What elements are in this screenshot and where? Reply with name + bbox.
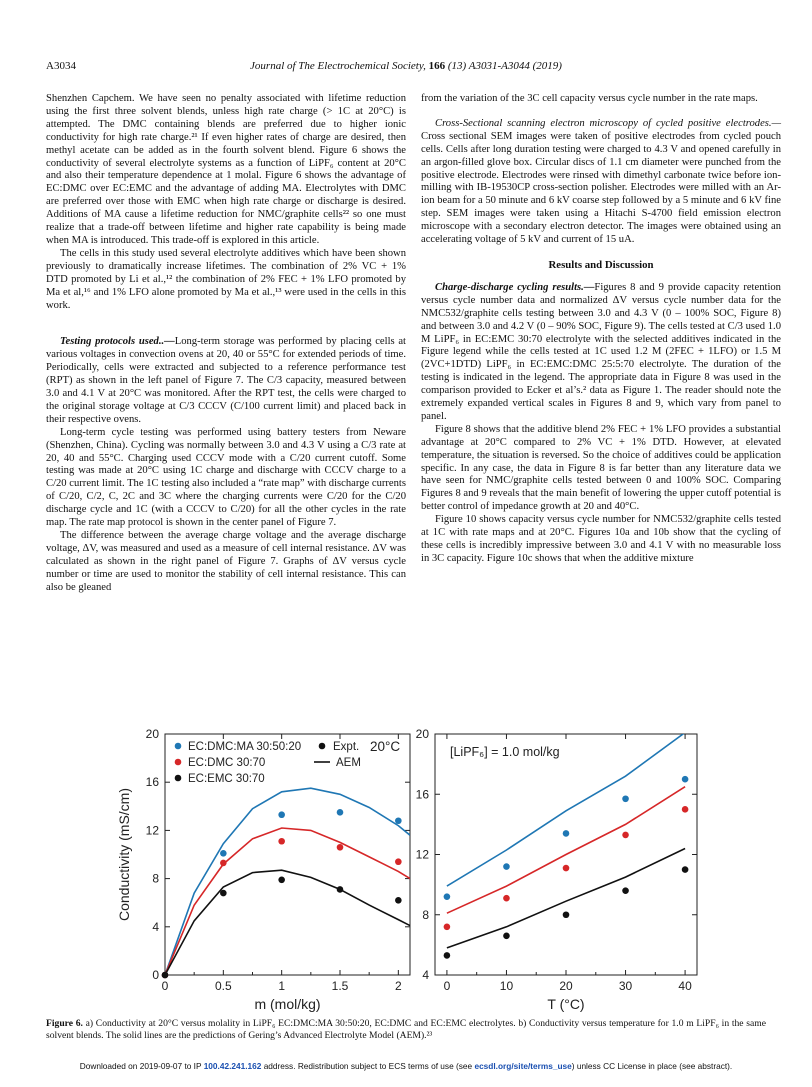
legend-marker	[175, 743, 182, 750]
panel-b-conductivity-vs-temperature	[416, 727, 697, 1012]
x-tick-label: 2	[394, 979, 402, 993]
footer-text: address. Redistribution subject to ECS terms of use (see	[263, 1061, 473, 1071]
y-tick-label: 16	[415, 787, 429, 802]
legend-label: EC:DMC:MA 30:50:20	[188, 741, 302, 753]
paragraph: Figure 10 shows capacity versus cycle number for NMC532/graphite cells tested at 1C with rate maps and at 20°C. Figures 10a and 10b show that the cycling of these cells is incredibly impressive between 3.0 and 4.1 V with no measurable loss in 3C capacity. Figure 10c shows that when the additive mixture	[421, 514, 781, 564]
footer-text: ) unless CC License in place (see abstract).	[571, 1061, 733, 1071]
legend-aem-label: AEM	[336, 757, 361, 769]
data-point	[337, 886, 344, 893]
data-point	[682, 776, 689, 783]
concentration-label: [LiPF₆] = 1.0 mol/kg	[450, 745, 560, 759]
paragraph	[421, 118, 781, 247]
data-point	[622, 795, 629, 802]
data-point	[278, 811, 285, 818]
legend-marker	[175, 759, 182, 766]
figure-caption	[46, 1018, 766, 1041]
data-point	[682, 806, 689, 813]
paragraph: from the variation of the 3C cell capacity versus cycle number in the rate maps.	[421, 93, 758, 104]
data-point	[395, 817, 402, 824]
data-point	[444, 952, 451, 959]
data-point	[337, 844, 344, 851]
aem-model-line	[447, 787, 685, 914]
run-in-heading: Charge-discharge cycling results.—	[435, 281, 595, 293]
footer-text: Downloaded on 2019-09-07 to IP	[79, 1061, 202, 1071]
data-point	[563, 911, 570, 918]
y-tick-label: 12	[415, 847, 429, 862]
x-tick-label: 10	[499, 979, 514, 993]
y-tick-label: 4	[152, 919, 159, 934]
journal-name: Journal of The Electrochemical Society	[250, 60, 424, 72]
x-tick-label: 0	[443, 979, 451, 993]
data-point	[622, 887, 629, 894]
y-tick-label: 20	[145, 727, 159, 741]
data-point	[444, 893, 451, 900]
caption-text: a) Conductivity at 20°C versus molality in LiPF₆ EC:DMC:MA 30:50:20, EC:DMC and EC:EMC electrolytes. b) Conductivity versus temperature for 1.0 m LiPF₆ in the same solvent blends. The solid lines are the predictions of Gering’s Advanced Electrolyte Model (AEM).²³	[46, 1018, 766, 1041]
data-point	[337, 809, 344, 816]
footer-ip[interactable]: 100.42.241.162	[203, 1061, 262, 1071]
paragraph: The difference between the average charge voltage and the average discharge voltage, ΔV, was measured and used as a measure of cell internal resistance. ΔV was calculated as shown in the right panel of Figure 7. Graphs of ΔV versus cycle number or time are used to monitor the stability of cell internal resistance. This can also be gleaned	[46, 530, 406, 593]
data-point	[622, 832, 629, 839]
aem-model-line	[165, 870, 410, 975]
temperature-label: 20°C	[370, 739, 401, 754]
data-point	[220, 890, 227, 897]
journal-volume: 166	[428, 60, 446, 72]
aem-model-line	[165, 788, 410, 975]
data-point	[220, 860, 227, 867]
data-point	[162, 972, 169, 979]
x-tick-label: 30	[618, 979, 633, 993]
legend-label: EC:EMC 30:70	[188, 773, 265, 785]
data-point	[395, 897, 402, 904]
x-tick-label: 40	[678, 979, 692, 993]
y-tick-label: 16	[145, 775, 159, 790]
y-axis-label: Conductivity (mS/cm)	[116, 787, 132, 922]
page-number: A3034	[46, 60, 76, 72]
y-tick-label: 8	[422, 907, 429, 922]
data-point	[563, 830, 570, 837]
data-point	[503, 863, 510, 870]
legend-expt-label: Expt.	[333, 741, 360, 753]
aem-model-line	[165, 828, 410, 975]
download-footer	[0, 1061, 812, 1071]
paragraph	[421, 282, 781, 424]
right-column	[421, 93, 781, 566]
paragraph: Long-term cycle testing was performed using battery testers from Neware (Shenzhen, China). Cycling was normally between 3.0 and 4.3 V using a C/3 rate at 20, 40 and 55°C. Charging used CCCV mode with a C/20 current cutoff. Some testing was made at 20°C using 1C charge and discharge with CCCV charge to a C/20 current limit. The 1C testing also included a “rate map” with discharge currents of C/20, C/2, C, 2C and 3C where the charging currents were C/20 for the C/20 discharge cycle and 1C (with a CCCV to C/20) for all the other cycles in the rate map. The rate map protocol is shown in the center panel of Figure 7.	[46, 426, 406, 529]
x-tick-label: 20	[559, 979, 573, 993]
legend-expt-marker	[319, 743, 326, 750]
paragraph: Shenzhen Capchem. We have seen no penalty associated with lifetime reduction using the first three solvent blends, unless high rate charge (> 1C at 20°C) is attempted. The DMC containing blends are preferred due to higher ionic conductivity for high rate charge.²¹ If even higher rates of charge are desired, then methyl acetate can be added as in the fourth solvent blend. Figure 6 shows the conductivity of several electrolyte systems as a function of LiPF₆ content at 20°C and also their temperature dependence at 1 molal. Figure 6 shows the advantage of EC:DMC over EC:EMC and the advantage of adding MA. Electrolytes with DMC are preferred over those with EMC when high rate charge or discharge is desired. Additions of MA cause a lifetime reduction for NMC/graphite cells²² so one must realize that a trade-off between lifetime and higher rate capability is being made when MA is introduced. This trade-off is explored in this article.	[46, 93, 406, 246]
caption-label: Figure 6.	[46, 1018, 83, 1029]
x-tick-label: 0.5	[214, 979, 232, 993]
data-point	[682, 866, 689, 873]
data-point	[395, 858, 402, 865]
y-tick-label: 12	[145, 823, 159, 838]
y-tick-label: 8	[152, 871, 159, 886]
y-tick-label: 0	[152, 968, 159, 982]
paragraph-body: Figures 8 and 9 provide capacity retention versus cycle number data and normalized ΔV versus cycle number data for the NMC532/graphite cells testing between 3.0 and 4.3 V (0 – 100% SOC, Figure 8) and between 3.0 and 4.2 V (0 – 90% SOC, Figure 9). The cells tested at C/3 used 1.0 M LiPF₆ in EC:EMC 30:70 electrolyte with the selected additives indicated in the Figure legend while the cells tested at 1C used 1.2 M (2FEC + 1LFO) or 1.5 M (2VC+1DTD) LiPF₆ in EC:EMC:DMC 25:5:70 electrolyte. The duration of the testing is indicated in the legend. The appropriate data in Figure 8 was used in the comparison provided to Ecker et al’s.² data as Figure 1. The reader should note the extremely expanded vertical scales in Figures 8 and 9, which vary from panel to panel.	[421, 281, 781, 422]
legend-label: EC:DMC 30:70	[188, 757, 266, 769]
paragraph	[46, 336, 406, 426]
paragraph-body: Long-term storage was performed by placing cells at various voltages in convection ovens at 20, 40 or 55°C for extended periods of time. Periodically, cells were extracted and subjected to a reference performance test (RPT) as shown in the left panel of Figure 7. The C/3 capacity, measured between 3.0 and 4.1 V at 20°C was monitored. After the RPT test, the cells were charged to the original storage voltage at C/3 CCCV (C/100 current limit) and placed back in their respective ovens.	[46, 336, 406, 425]
figure-6	[46, 724, 766, 1029]
left-column	[46, 93, 406, 595]
data-point	[278, 877, 285, 884]
terms-link[interactable]: ecsdl.org/site/terms_use	[474, 1061, 572, 1071]
running-header: Journal of The Electrochemical Society, 166 (13) A3031-A3044 (2019)	[250, 60, 562, 72]
data-point	[278, 838, 285, 845]
data-point	[444, 924, 451, 931]
data-point	[503, 895, 510, 902]
x-tick-label: 0	[161, 979, 169, 993]
data-point	[220, 850, 227, 857]
data-point	[563, 865, 570, 872]
y-tick-label: 4	[422, 968, 429, 982]
y-tick-label: 20	[415, 727, 429, 741]
x-axis-label: T (°C)	[547, 996, 585, 1012]
x-axis-label: m (mol/kg)	[254, 996, 321, 1012]
conductivity-charts	[46, 724, 766, 1014]
journal-issue-pages: (13) A3031-A3044 (2019)	[447, 60, 562, 72]
aem-model-line	[447, 849, 685, 948]
x-tick-label: 1.5	[331, 979, 349, 993]
section-heading: Results and Discussion	[548, 258, 654, 271]
paragraph: The cells in this study used several electrolyte additives which have been shown previously to dramatically increase lifetimes. The combination of 2% VC + 1% DTD promoted by Li et al.,¹² the combination of 2% FEC + 1% LFO promoted by Ma et al,¹⁶ and 1% LFO alone promoted by Ma et al.,¹³ were used in the cells in this work.	[46, 247, 406, 311]
paragraph-body: Cross sectional SEM images were taken of positive electrodes from cycled pouch cells. Cells after long duration testing were charged to 4.3 V and opened carefully in an argon-filled glove box. Circular discs of 1.1 cm diameter were punched from the positive electrode. Electrodes were rinsed with dimethyl carbonate twice before ion-milling with IB-19530CP cross-section polisher. Electrodes were milled with an Ar-ion beam for a 50 minute and 6 kV coarse step followed by a 5 minute and 6 kV fine step. SEM images were taken using a Hitachi S-4700 field emission electron microscope with a secondary electron detector. The images were obtained using an accelerating voltage of 5 kV and current of 15 uA.	[421, 130, 781, 246]
data-point	[503, 933, 510, 940]
x-tick-label: 1	[278, 979, 286, 993]
plot-frame	[165, 734, 410, 975]
run-in-heading: Cross-Sectional scanning electron microscopy of cycled positive electrodes.—	[435, 117, 781, 129]
paragraph: Figure 8 shows that the additive blend 2% FEC + 1% LFO provides a substantial advantage at 20°C compared to 2% VC + 1% DTD. However, at elevated temperature, the situation is reversed. So the choice of additives could be application specific. In any case, the data in Figure 8 is far better than any literature data we have seen for NMC/graphite cells tested between 0 and 100% SOC. Comparing Figures 8 and 9 reveals that the main benefit of lowering the upper cutoff potential is better control of impedance growth at 20 and 40°C.	[421, 423, 781, 513]
run-in-heading: Testing protocols used..—	[60, 336, 175, 348]
panel-a-conductivity-vs-molality	[116, 727, 410, 1012]
legend-marker	[175, 775, 182, 782]
